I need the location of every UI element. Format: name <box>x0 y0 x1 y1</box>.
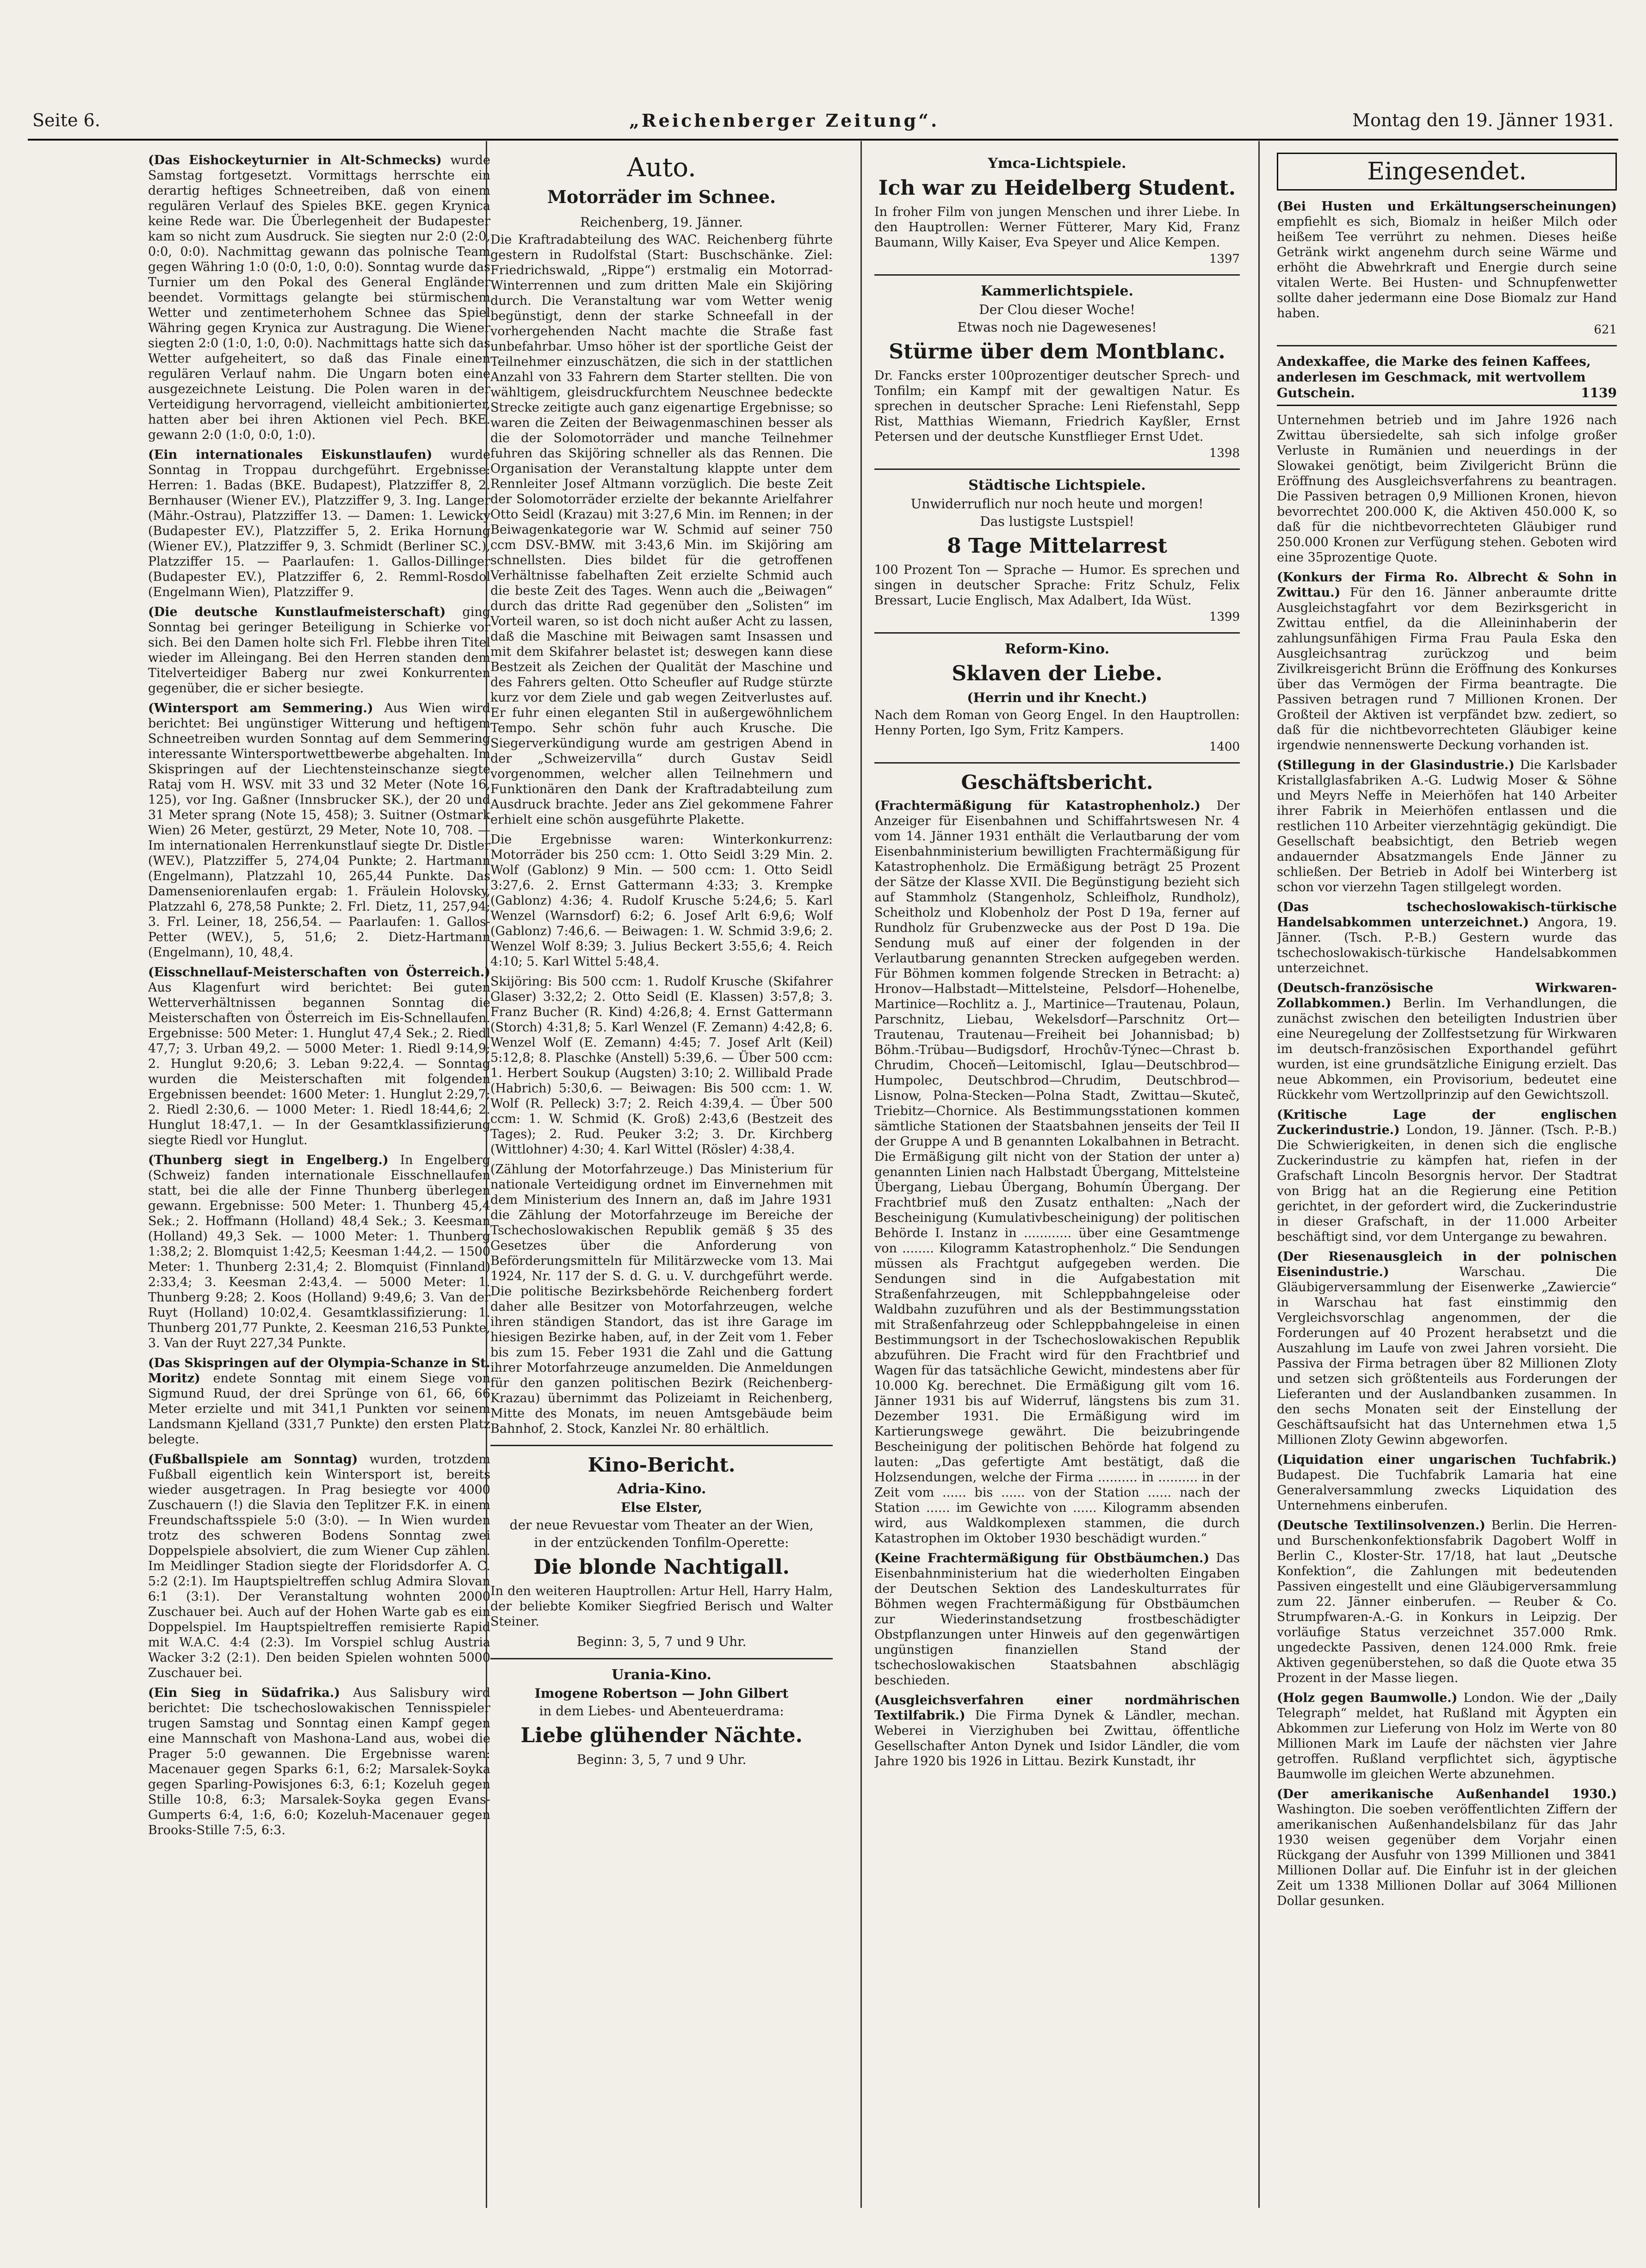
column-eingesendet <box>1277 153 1617 2197</box>
reform-subtitle: (Herrin und ihr Knecht.) <box>967 690 1147 705</box>
stadt-film-title: 8 Tage Mittelarrest <box>947 534 1167 558</box>
adria-line: der neue Revuestar vom Theater an der Wien, <box>509 1517 814 1533</box>
sport-article-lead: (Das Skispringen auf der Olympia-Schanze in St. Moritz) <box>148 1356 490 1386</box>
economy-article-lead: (Kritische Lage der englischen Zuckerindustrie.) <box>1277 1108 1617 1137</box>
sport-article-text: Aus Wien wird berichtet: Bei ungünstiger Witterung und heftigem Schneetreiben wurden Sonntag auf dem Semmering interessante Wintersportwettbewerbe abgehalten. Im Skispringen auf der Liechtensteinschanze siegte Rataj vom H. WSV. mit 33 und 32 Meter (Note 16, 125), vor Ing. Gaßner (Innsbrucker SK.), der 20 und 31 Meter sprang (Note 15, 458); 3. Suitner (Ostmark Wien) 26 Meter, gestürzt, 29 Meter, Note 10, 708. — Im internationalen Herrenkunstlauf siegte Dr. Distler (WEV.), Platzziffer 5, 274,04 Punkte; 2. Hartmann (Engelmann), Platzzahl 10, 265,44 Punkte. Das Damenseniorenlaufen ergab: 1. Fräulein Holovsky, Platzzahl 6, 278,58 Punkte; 2. Frl. Dietz, 11, 257,94; 3. Frl. Leiner, 18, 256,54. — Paarlaufen: 1. Gallos-Petter (WEV.), 5, 51,6; 2. Dietz-Hartmann (Engelmann), 10, 48,4. <box>148 701 490 960</box>
ad-biomalz <box>1277 199 1617 321</box>
economy-reports <box>1277 413 1617 1909</box>
ad-number: 1397 <box>1209 252 1240 266</box>
adria-actress: Else Elster, <box>620 1500 703 1515</box>
economy-article <box>1277 758 1617 895</box>
business-article-lead: (Frachtermäßigung für Katastrophenholz.) <box>874 799 1200 813</box>
reform-film-title: Sklaven der Liebe. <box>952 662 1163 685</box>
masthead: „Reichenberger Zeitung“. <box>629 110 940 131</box>
sport-article <box>148 965 490 1148</box>
sport-article <box>148 153 490 443</box>
economy-article <box>1277 1518 1617 1686</box>
sport-article-text: wurden, trotzdem Fußball eigentlich kein Wintersport ist, bereits wieder ausgetragen. In Prag besiegte vor 4000 Zuschauern (!) die Slavia den Teplitzer F.K. in einem Freundschaftsspiele 5:0 (3:0). — In Wien wurden trotz des schweren Bodens Sonntag zwei Doppelspiele absolviert, die zum Wiener Cup zählen. Im Meidlinger Stadion siegte der Floridsdorfer A. C. 5:2 (2:1). Im Hauptspieltreffen schlug Admira Slovan 6:1 (3:1). Der Veranstaltung wohnten 2000 Zuschauer bei. Auch auf der Hohen Warte gab es ein Doppelspiel. Im Hauptspieltreffen remisierte Rapid mit W.A.C. 4:4 (2:3). Im Vorspiel schlug Austria Wacker 3:2 (2:1). Den beiden Spielen wohnten 5000 Zuschauer bei. <box>148 1452 490 1680</box>
sport-article-lead: (Wintersport am Semmering.) <box>148 701 373 715</box>
urania-times: Beginn: 3, 5, 7 und 9 Uhr. <box>576 1752 747 1767</box>
economy-article <box>1277 900 1617 976</box>
business-article <box>874 798 1240 1546</box>
page-header <box>28 110 1618 138</box>
stadt-text: 100 Prozent Ton — Sprache — Humor. Es sprechen und singen in deutscher Sprache: Fritz Schulz, Felix Bressart, Lucie Englisch, Max Adalbert, Ida Wüst. <box>874 563 1240 608</box>
section-title-business: Geschäftsbericht. <box>961 771 1153 794</box>
adria-film-title: Die blonde Nachtigall. <box>533 1555 790 1579</box>
auto-paragraph: Die Kraftradabteilung des WAC. Reichenberg führte gestern in Rudolfstal (Start: Buschschänke. Ziel: Friedrichswald, „Rippe“) erstmalig ein Motorrad-Winterrennen und zum dritten Male ein Skijöring durch. Die Veranstaltung war vom Wetter wenig begünstigt, denn der starke Schneefall in der vorhergehenden Nacht machte die Straße fast unbefahrbar. Umso höher ist der sportliche Geist der Teilnehmer einzuschätzen, die sich in der stattlichen Anzahl von 33 Fahrern dem Starter stellten. Die von wähltigem, gleisdruckfurchtem Neuschnee bedeckte Strecke zeitigte auch ganz eigenartige Ergebnisse; so waren die Zeiten der Beiwagenmaschinen besser als die der Solomotorräder und manche Teilnehmer fuhren das Skijöring schneller als das Rennen. Die Organisation der Veranstaltung klappte unter dem Rennleiter Josef Altmann vorzüglich. Die beste Zeit der Solomotorräder erzielte der bekannte Arielfahrer Otto Seidl (Krazau) mit 3:27,6 Min. im Rennen; in der Beiwagenkategorie war W. Schmid auf seiner 750 ccm DSV.-BMW. mit 3:43,6 Min. im Skijöring am schnellsten. Dies bildet für die getroffenen Verhältnisse fabelhaften Zeit erzielte Schmid auch die beste Zeit des Tages. Wenn auch die „Beiwagen“ durch das dritte Rad gegenüber den „Solisten“ im Vorteil waren, so ist doch nicht außer Acht zu lassen, daß die Maschine mit Beiwagen samt Insassen und mit dem Skifahrer belastet ist; deswegen kann diese Bestzeit als Zeichen der Qualität der Maschine und des Fahrers gelten. Otto Scheufler auf Rudge stürzte kurz vor dem Ziele und gab wegen Zeitverlustes auf. Er fuhr einen eleganten Stil in außergewöhnlichem Tempo. Sehr schön fuhr auch Krusche. Die Siegerverkündigung wurde am gestrigen Abend in der „Schweizervilla“ durch Gustav Seidl vorgenommen, welcher allen Teilnehmern und Funktionären den Dank der Kraftradabteilung zum Ausdruck brachte. Jeder ans Ziel gekommene Fahrer erhielt eine schön ausgeführte Plakette. <box>490 233 833 827</box>
column-cinemas-business <box>874 153 1240 2197</box>
section-title-box <box>1277 153 1617 191</box>
business-article-lead: (Ausgleichsverfahren einer nordmährischen Textilfabrik.) <box>874 1693 1240 1723</box>
section-title-auto: Auto. <box>627 153 696 183</box>
economy-article-lead: (Stillegung in der Glasindustrie.) <box>1277 758 1515 772</box>
separator <box>1277 345 1617 346</box>
economy-article-lead: (Der amerikanische Außenhandel 1930.) <box>1277 1787 1617 1801</box>
sport-article <box>148 604 490 696</box>
urania-stars: Imogene Robertson — John Gilbert <box>534 1686 789 1701</box>
kammer-film-title: Stürme über dem Montblanc. <box>889 340 1225 364</box>
economy-article <box>1277 413 1617 565</box>
business-reports <box>874 798 1240 1769</box>
kammer-line: Etwas noch nie Dagewesenes! <box>957 320 1157 335</box>
separator <box>490 1445 833 1446</box>
ad-number: 621 <box>1594 323 1617 337</box>
economy-article-text: London, 19. Jänner. (Tsch. P.-B.) Die Schwierigkeiten, in denen sich die englische Zuckerindustrie zu kämpfen hat, riefen in der Grafschaft Lincoln Besorgnis hervor. Der Stadtrat von Brigg hat an die Regierung eine Petition gerichtet, in der gefordert wird, die Zuckerindustrie in dieser Grafschaft, in der 11.000 Arbeiter beschäftigt sind, vor dem Untergange zu bewahren. <box>1277 1123 1617 1244</box>
economy-article-lead: (Holz gegen Baumwolle.) <box>1277 1691 1458 1705</box>
business-article-text: Das Eisenbahnministerium hat die wiederholten Eingaben der Deutschen Sektion des Landeskulturrates für Böhmen wegen Frachtermäßigung für Obstbäumchen zur Wiederinstandsetzung frostbeschädigter Obstpflanzungen unter Hinweis auf den gegenwärtigen ungünstigen finanziellen Stand der tschechoslowakischen Staatsbahnen abschlägig beschieden. <box>874 1551 1240 1688</box>
economy-article-text: Für den 16. Jänner anberaumte dritte Ausgleichstagfahrt vor dem Bezirksgericht in Zwittau entfiel, da die Alleininhaberin der zahlungsunfähigen Firma Frau Paula Eska den Ausgleichsantrag zurückzog und beim Zivilkreisgericht Brünn die Eröffnung des Konkurses über das Vermögen der Firma beantragte. Die Passiven betragen rund 7 Millionen Kronen. Der Großteil der Aktiven ist verpfändet bzw. zediert, so daß für die nichtbevorrechteten Gläubiger keine irgendwie nennenswerte Deckung vorhanden ist. <box>1277 585 1617 752</box>
kammer-text: Dr. Fancks erster 100prozentiger deutscher Sprech- und Tonfilm; ein Kampf mit der gewaltigen Natur. Es sprechen in deutscher Sprache: Leni Riefenstahl, Sepp Rist, Matthias Wiemann, Friedrich Kayßler, Ernst Petersen und der deutsche Kunstflieger Ernst Udet. <box>874 369 1240 444</box>
economy-article-lead: (Das tschechoslowakisch-türkische Handelsabkommen unterzeichnet.) <box>1277 900 1617 930</box>
auto-paragraph: Die Ergebnisse waren: Winterkonkurrenz: Motorräder bis 250 ccm: 1. Otto Seidl 3:29 Min. 2. Wolf (Gablonz) 9 Min. — 500 ccm: 1. Otto Seidl 3:27,6. 2. Ernst Gattermann 4:33; 3. Krempke (Gablonz) 4:36; 4. Rudolf Krusche 5:24,6; 5. Karl Wenzel (Warnsdorf) 6:2; 6. Josef Arlt 6:9,6; Wolf (Gablonz) 7:46,6. — Beiwagen: 1. W. Schmid 3:9,6; 2. Wenzel Wolf 8:39; 3. Julius Beckert 3:55,6; 4. Reich 4:10; 5. Karl Wittel 5:48,4. <box>490 832 833 969</box>
economy-article-text: Unternehmen betrieb und im Jahre 1926 nach Zwittau übersiedelte, sah sich infolge großer Verluste in Rumänien und neuerdings in der Slowakei genötigt, beim Zivilgericht Brünn die Eröffnung des Ausgleichsverfahrens zu beantragen. Die Passiven betragen 0,9 Millionen Kronen, hievon bevorrechtet 200.000 K, die Aktiven 450.000 K, so daß für die nichtbevorrechteten Gläubiger rund 250.000 Kronen zur Verfügung stehen. Geboten wird eine 35prozentige Quote. <box>1277 413 1617 565</box>
economy-article <box>1277 980 1617 1103</box>
header-rule <box>28 139 1618 141</box>
ymca-text: In froher Film von jungen Menschen und ihrer Liebe. In den Hauptrollen: Werner Fütterer, Mary Kid, Franz Baumann, Willy Kaiser, Eva Speyer und Alice Kempen. <box>874 205 1240 250</box>
economy-article-lead: (Deutsch-französische Wirkwaren-Zollabkommen.) <box>1277 981 1617 1011</box>
separator <box>874 468 1240 470</box>
economy-article-text: Berlin. Die Herren- und Burschenkonfektionsfabrik Dagobert Wolff in Berlin C., Kloster-Str. 17/18, hat laut „Deutsche Konfektion“, die Zahlungen mit bedeutenden Passiven eingestellt und eine Gläubigerversammlung zum 22. Jänner einberufen. — Reuber & Co. Strumpfwaren-A.-G. in Konkurs in Leipzig. Der vorläufige Status verzeichnet 357.000 Rmk. ungedeckte Passiven, denen 124.000 Rmk. freie Aktiven gegenüberstehen, so daß die Quote etwa 35 Prozent in der Masse liegen. <box>1277 1518 1617 1685</box>
economy-article-lead: (Der Riesenausgleich in der polnischen Eisenindustrie.) <box>1277 1250 1617 1279</box>
ad-biomalz-text: empfiehlt es sich, Biomalz in heißer Milch oder heißem Tee verrührt zu nehmen. Dieses heiße Getränk wirkt angenehm durch seine Wärme und erhöht die Abwehrkraft und Energie durch seine vitalen Werte. Bei Husten- und Schnupfenwetter sollte daher jedermann eine Dose Biomalz zur Hand haben. <box>1277 215 1617 320</box>
page-number: Seite 6. <box>32 110 100 130</box>
cinema-name-adria: Adria-Kino. <box>617 1481 706 1497</box>
ad-number: 1400 <box>1209 740 1240 754</box>
cinema-name-kammer: Kammerlichtspiele. <box>981 283 1133 299</box>
section-title-kino: Kino-Bericht. <box>588 1454 736 1476</box>
stadt-line: Unwiderruflich nur noch heute und morgen! <box>910 496 1204 512</box>
sport-article-lead: (Das Eishockeyturnier in Alt-Schmecks) <box>148 153 442 167</box>
business-article-lead: (Keine Frachtermäßigung für Obstbäumchen.) <box>874 1551 1210 1565</box>
separator <box>874 274 1240 276</box>
economy-article <box>1277 1249 1617 1448</box>
economy-article <box>1277 1107 1617 1245</box>
sport-article-text: Aus Klagenfurt wird berichtet: Bei guten Wetterverhältnissen begannen Sonntag die Meisterschaften von Österreich im Eis-Schnellaufen. Ergebnisse: 500 Meter: 1. Hunglut 47,4 Sek.; 2. Riedl 47,7; 3. Urban 49,2. — 5000 Meter: 1. Riedl 9:14,9; 2. Hunglut 9:20,6; 3. Leban 9:22,4. — Sonntag wurden die Meisterschaften mit folgenden Ergebnissen beendet: 1600 Meter: 1. Hunglut 2:29,7; 2. Riedl 2:30,6. — 1000 Meter: 1. Riedl 18:44,6; 2. Hunglut 18:47,1. — In der Gesamtklassifizierung siegte Riedl vor Hunglut. <box>148 980 490 1147</box>
business-article <box>874 1551 1240 1688</box>
cinema-name-ymca: Ymca-Lichtspiele. <box>988 155 1126 172</box>
section-title-eingesendet: Eingesendet. <box>1367 158 1527 185</box>
adria-line: in der entzückenden Tonfilm-Operette: <box>534 1535 789 1550</box>
business-article <box>874 1693 1240 1769</box>
ymca-film-title: Ich war zu Heidelberg Student. <box>878 176 1236 200</box>
ad-andexkaffee-text: Andexkaffee, die Marke des feinen Kaffees, anderlesen im Geschmack, mit wertvollem Gutschein. <box>1277 354 1591 401</box>
economy-article-lead: (Deutsche Textilinsolvenzen.) <box>1277 1518 1485 1533</box>
economy-article <box>1277 1690 1617 1782</box>
sport-article <box>148 1685 490 1838</box>
ad-number: 1399 <box>1209 610 1240 624</box>
sport-article <box>148 447 490 600</box>
sport-article <box>148 701 490 960</box>
urania-line: in dem Liebes- und Abenteuerdrama: <box>539 1703 784 1719</box>
adria-times: Beginn: 3, 5, 7 und 9 Uhr. <box>576 1634 747 1649</box>
economy-article-text: Angora, 19. Jänner. (Tsch. P.-B.) Gestern wurde das tschechoslowakisch-türkische Handelsabkommen unterzeichnet. <box>1277 915 1617 975</box>
column-divider <box>860 141 862 2208</box>
economy-article <box>1277 570 1617 753</box>
kammer-line: Der Clou dieser Woche! <box>979 302 1135 317</box>
sport-article-text: endete Sonntag mit einem Siege von Sigmund Ruud, der drei Sprünge von 61, 66, 66 Meter erzielte und mit 341,1 Punkten vor seinem Landsmann Kjelland (331,7 Punkte) den ersten Platz belegte. <box>148 1371 490 1447</box>
auto-article-body <box>490 232 833 1436</box>
sport-article <box>148 1452 490 1681</box>
ad-number: 1398 <box>1209 446 1240 460</box>
urania-film-title: Liebe glühender Nächte. <box>520 1724 803 1747</box>
economy-article-text: Budapest. Die Tuchfabrik Lamaria hat eine Generalversammlung zwecks Liquidation des Unternehmens einberufen. <box>1277 1468 1617 1513</box>
adria-cast: In den weiteren Hauptrollen: Artur Hell, Harry Halm, der beliebte Komiker Siegfried Berisch und Walter Steiner. <box>490 1584 833 1629</box>
ad-biomalz-lead: (Bei Husten und Erkältungserscheinungen) <box>1277 199 1617 214</box>
issue-date: Montag den 19. Jänner 1931. <box>1352 110 1614 130</box>
economy-article <box>1277 1787 1617 1909</box>
sport-article-text: Aus Salisbury wird berichtet: Die tschechoslowakischen Tennisspieler trugen Samstag und Sonntag einen Kampf gegen eine Mannschaft von Mashona-Land aus, wobei die Prager 5:0 gewannen. Die Ergebnisse waren: Macenauer gegen Sparks 6:1, 6:2; Marsalek-Soyka gegen Sparling-Powisjones 6:3, 6:1; Kozeluh gegen Stille 10:8, 6:3; Marsalek-Soyka gegen Evans-Gumperts 6:4, 1:6, 6:0; Kozeluh-Macenauer gegen Brooks-Stille 7:5, 6:3. <box>148 1686 490 1837</box>
sport-article-lead: (Fußballspiele am Sonntag) <box>148 1452 358 1467</box>
auto-paragraph: Skijöring: Bis 500 ccm: 1. Rudolf Krusche (Skifahrer Glaser) 3:32,2; 2. Otto Seidl (E. Klassen) 3:57,8; 3. Franz Bucher (R. Kind) 4:26,8; 4. Ernst Gattermann (Storch) 4:31,8; 5. Karl Wenzel (F. Zemann) 4:42,8; 6. Wenzel Wolf (E. Zemann) 4:45; 7. Josef Arlt (Keil) 5:12,8; 8. Plaschke (Anstell) 5:39,6. — Über 500 ccm: 1. Herbert Soukup (Augsten) 3:10; 2. Willibald Prade (Habrich) 5:30,6. — Beiwagen: Bis 500 ccm: 1. W. Wolf (R. Pelleck) 3:7; 2. Reich 4:39,4. — Über 500 ccm: 1. W. Schmid (K. Groß) 2:43,6 (Bestzeit des Tages); 2. Rud. Peuker 3:2; 3. Dr. Kirchberg (Wittlohner) 4:30; 4. Karl Wittel (Rösler) 4:38,4. <box>490 974 833 1157</box>
business-article-text: Der Anzeiger für Eisenbahnen und Schiffahrtswesen Nr. 4 vom 14. Jänner 1931 enthält die Verlautbarung der vom Eisenbahnministerium bewilligten Frachtermäßigung für Katastrophenholz. Die Ermäßigung beträgt 25 Prozent der Sätze der Klasse XVII. Die Begünstigung bezieht sich auf Stammholz (Stangenholz, Schleifholz, Rundholz), Scheitholz und Klobenholz der Post D 19a, ferner auf Rundholz für Grubenzwecke aus der Post D 19a. Die Sendung muß auf einer der folgenden in der Verlautbarung genannten Strecken aufgegeben werden. Für Böhmen kommen folgende Strecken in Betracht: a) Hronov—Halbstadt—Mittelsteine, Pelsdorf—Hohenelbe, Martinice—Rochlitz a. J., Martinice—Trautenau, Polaun, Parschnitz, Liebau, Wekelsdorf—Parschnitz Ort—Trautenau, Trautenau—Freiheit bei Johannisbad; b) Böhm.-Trübau—Budigsdorf, Hrochův-Týnec—Chrast b. Chrudim, Choceň—Leitomischl, Iglau—Deutschbrod—Humpolec, Deutschbrod—Chrudim, Deutschbrod—Lisnow, Polna-Stecken—Polna Stadt, Zwittau—Skuteč, Triebitz—Chornice. Als Bestimmungsstationen kommen sämtliche Stationen der Staatsbahnen jenseits der Teil II der Gruppe A und B genannten Lokalbahnen in Betracht. Die Ermäßigung gilt nicht von der Station der unter a) genannten Linien nach Halbstadt Übergang, Mittelsteine Übergang, Liebau Übergang, Bohumín Übergang. Der Frachtbrief muß den Zusatz enthalten: „Nach der Bescheinigung (Kumulativbescheinigung) der politischen Behörde I. Instanz in ............ über eine Gesamtmenge von ........ Kilogramm Katastrophenholz.“ Die Sendungen müssen als Frachtgut aufgegeben werden. Die Sendungen sind in die Aufgabestation mit Straßenfahrzeugen, mit Schleppbahngeleise oder Waldbahn zuzuführen und als der Bestimmungsstation mit Straßenfahrzeug oder Schleppbahngeleise in einen Bestimmungsort in der Tschechoslowakischen Republik abzuführen. Die Fracht wird für den Frachtbrief und Wagen für das tatsächliche Gewicht, mindestens aber für 10.000 Kg. berechnet. Die Ermäßigung gilt vom 16. Jänner 1931 bis auf Widerruf, längstens bis zum 31. Dezember 1931. Die Ermäßigung wird im Kartierungswege gewährt. Die beizubringende Bescheinigung der politischen Behörde hat folgend zu lauten: „Das gefertigte Amt bestätigt, daß die Holzsendungen, welche der Firma .......... in .......... in der Zeit vom ...... bis ...... von der Station ...... nach der Station ...... im Gewichte von ...... Kilogramm absenden wird, aus Waldkomplexen stammen, die durch Katastrophen im Oktober 1930 beschädigt wurden.“ <box>874 799 1240 1546</box>
economy-article-text: Warschau. Die Gläubigerversammlung der Eisenwerke „Zawiercie“ in Warschau hat fast einstimmig den Vergleichsvorschlag angenommen, der die Forderungen auf 40 Prozent herabsetzt und die Auszahlung im Laufe von zwei Jahren vorsieht. Die Passiva der Firma betragen über 82 Millionen Zloty und setzen sich größtenteils aus Forderungen der Lieferanten und der Auslandbanken zusammen. In den sechs Monaten seit der Einstellung der Geschäftsaufsicht hat das Unternehmen etwa 1,5 Millionen Zloty Gewinn abgeworfen. <box>1277 1265 1617 1447</box>
sport-article-text: In Engelberg (Schweiz) fanden internationale Eisschnellaufen statt, bei die alle der Finne Thunberg überlegen gewann. Ergebnisse: 500 Meter: 1. Thunberg 45,4 Sek.; 2. Hoffmann (Holland) 48,4 Sek.; 3. Keesman (Holland) 49,3 Sek. — 1000 Meter: 1. Thunberg 1:38,2; 2. Blomquist 1:42,5; Keesman 1:44,2. — 1500 Meter: 1. Thunberg 2:31,4; 2. Blomquist (Finnland) 2:33,4; 3. Keesman 2:43,4. — 5000 Meter: 1. Thunberg 9:28; 2. Koos (Holland) 9:49,6; 3. Van der Ruyt (Holland) 10:02,4. Gesamtklassifizierung: 1. Thunberg 201,77 Punkte, 2. Keesman 216,53 Punkte, 3. Van der Ruyt 227,34 Punkte. <box>148 1153 490 1350</box>
stadt-line: Das lustigste Lustspiel! <box>980 514 1134 529</box>
column-sport <box>148 153 490 2201</box>
separator <box>490 1658 833 1659</box>
sport-article-text: ging Sonntag bei geringer Beteiligung in Schierke vor sich. Bei den Damen holte sich Frl. Flebbe ihren Titel wieder im Alleingang. Bei den Herren standen dem Titelverteidiger Baberg nur zwei Konkurrenten gegenüber, die er sicher besiegte. <box>148 605 490 696</box>
separator <box>874 632 1240 634</box>
cinema-name-urania: Urania-Kino. <box>612 1667 712 1683</box>
economy-article-text: London. Wie der „Daily Telegraph“ meldet, hat Rußland mit Ägypten ein Abkommen zur Lieferung von Holz im Werte von 80 Millionen Mark im Laufe der nächsten vier Jahre getroffen. Rußland verpflichtet sich, ägyptische Baumwolle im gleichen Werte abzunehmen. <box>1277 1691 1617 1781</box>
economy-article-lead: (Liquidation einer ungarischen Tuchfabrik.) <box>1277 1453 1617 1467</box>
reform-text: Nach dem Roman von Georg Engel. In den Hauptrollen: Henny Porten, Igo Sym, Fritz Kampers. <box>874 708 1240 738</box>
column-divider <box>1258 141 1260 2208</box>
sport-article-lead: (Die deutsche Kunstlaufmeisterschaft) <box>148 605 446 619</box>
ad-andexkaffee <box>1277 354 1617 406</box>
sport-article-lead: (Eisschnellauf-Meisterschaften von Österreich.) <box>148 965 490 980</box>
separator <box>874 762 1240 764</box>
sport-article-text: wurde Samstag fortgesetzt. Vormittags herrschte ein derartig heftiges Schneetreiben, daß von einem regulären Verlauf des Spieles BKE. gegen Krynica keine Rede war. Die Überlegenheit der Budapester kam so nicht zum Ausdruck. Sie siegten nur 2:0 (2:0, 0:0, 0:0). Nachmittag gewann das polnische Team gegen Währing 1:0 (0:0, 1:0, 0:0). Sonntag wurde das Turnier um den Pokal des General Engländer beendet. Vormittags gelangte bei stürmischem Wetter und zentimeterhohem Schnee das Spiel Währing gegen Krynica zur Austragung. Die Wiener siegten 2:0 (1:0, 1:0, 0:0). Nachmittags hatte sich das Wetter aufgeheitert, so daß das Finale einen regulären Verlauf nahm. Die Ungarn boten eine ausgezeichnete Leistung. Die Polen waren in der Verteidigung hervorragend, vielleicht ambitionierter, hatten aber bei ihren Aktionen viel Pech. BKE. gewann 2:0 (1:0, 0:0, 1:0). <box>148 153 490 442</box>
economy-article <box>1277 1452 1617 1513</box>
business-article-text: Die Firma Dynek & Ländler, mechan. Weberei in Vierzighuben bei Zwittau, öffentliche Gesellschafter Anton Dynek und Isidor Ländler, die vom Jahre 1920 bis 1926 in Littau. Bezirk Kunstadt, ihr <box>874 1708 1240 1769</box>
article-title-motorcycles: Motorräder im Schnee. <box>547 186 776 207</box>
sport-article-text: wurde Sonntag in Troppau durchgeführt. Ergebnisse: Herren: 1. Badas (BKE. Budapest), Platzziffer 8, 2. Bernhauser (Wiener EV.), Platzziffer 9, 3. Ing. Langer (Mähr.-Ostrau), Platzziffer 13. — Damen: 1. Lewicky (Budapester EV.), Platzziffer 5, 2. Erika Hornung (Wiener EV.), Platzziffer 9, 3. Schmidt (Berliner SC.), Platzziffer 15. — Paarlaufen: 1. Gallos-Dillinger (Budapester EV.), Platzziffer 6, 2. Remml-Rosdol (Engelmann Wien), Platzziffer 9. <box>148 448 490 599</box>
economy-article-text: Die Karlsbader Kristallglasfabriken A.-G. Ludwig Moser & Söhne und Meyrs Neffe in Meierhöfen hat 140 Arbeiter ihrer Fabrik in Meierhöfen entlassen und die restlichen 110 Arbeiter vierzehntägig gekündigt. Die Gesellschaft beabsichtigt, den Betrieb wegen andauernder Absatzmangels Ende Jänner zu schließen. Der Betrieb in Adolf bei Winterberg ist schon vor vierzehn Tagen stillgelegt worden. <box>1277 758 1617 894</box>
sport-article-lead: (Ein Sieg in Südafrika.) <box>148 1686 340 1700</box>
economy-article-text: Berlin. Im Verhandlungen, die zunächst zwischen den beteiligten Industrien über eine Neuregelung der Zollfestsetzung für Wirkwaren im deutsch-französischen Exporthandel geführt wurden, ist eine grundsätzliche Einigung erzielt. Das neue Abkommen, ein Provisorium, bedeutet eine Rückkehr vom Wertzollprinzip auf den Gewichtszoll. <box>1277 996 1617 1102</box>
sport-article-lead: (Thunberg siegt in Engelberg.) <box>148 1153 389 1167</box>
sport-article <box>148 1152 490 1351</box>
auto-paragraph: (Zählung der Motorfahrzeuge.) Das Ministerium für nationale Verteidigung ordnet im Einvernehmen mit dem Ministerium des Innern an, daß im Jahre 1931 die Zählung der Motorfahrzeuge im Bereiche der Tschechoslowakischen Republik gemäß § 35 des Gesetzes über die Anforderung von Beförderungsmitteln für Militärzwecke vom 13. Mai 1924, Nr. 117 der S. d. G. u. V. durchgeführt werde. Die politische Bezirksbehörde Reichenberg fordert daher alle Besitzer von Motorfahrzeugen, welche ihren ständigen Standort, das ist ihre Garage im hiesigen Bezirke haben, auf, in der Zeit vom 1. Feber bis zum 15. Feber 1931 die Zahl und die Gattung ihrer Motorfahrzeuge anzumelden. Die Anmeldungen für den ganzen politischen Bezirk (Reichenberg-Krazau) übernimmt das Polizeiamt in Reichenberg, Mitte des Monats, im neuen Amtsgebäude beim Bahnhof, 2. Stock, Kanzlei Nr. 80 erhältlich. <box>490 1162 833 1436</box>
cinema-name-stadt: Städtische Lichtspiele. <box>968 477 1146 493</box>
column-auto <box>490 153 833 2215</box>
economy-article-text: Washington. Die soeben veröffentlichten Ziffern der amerikanischen Außenhandelsbilanz für das Jahr 1930 weisen gegenüber dem Vorjahr einen Rückgang der Ausfuhr von 1399 Millionen und 3841 Millionen Dollar auf. Die Einfuhr ist in der gleichen Zeit um 1338 Millionen Dollar auf 3064 Millionen Dollar gesunken. <box>1277 1802 1617 1908</box>
ad-number: 1139 <box>1581 385 1617 401</box>
sport-article <box>148 1356 490 1447</box>
sport-article-lead: (Ein internationales Eiskunstlaufen) <box>148 448 433 462</box>
economy-article-lead: (Konkurs der Firma Ro. Albrecht & Sohn in Zwittau.) <box>1277 570 1617 600</box>
dateline: Reichenberg, 19. Jänner. <box>580 215 743 230</box>
cinema-name-reform: Reform-Kino. <box>1004 641 1110 657</box>
